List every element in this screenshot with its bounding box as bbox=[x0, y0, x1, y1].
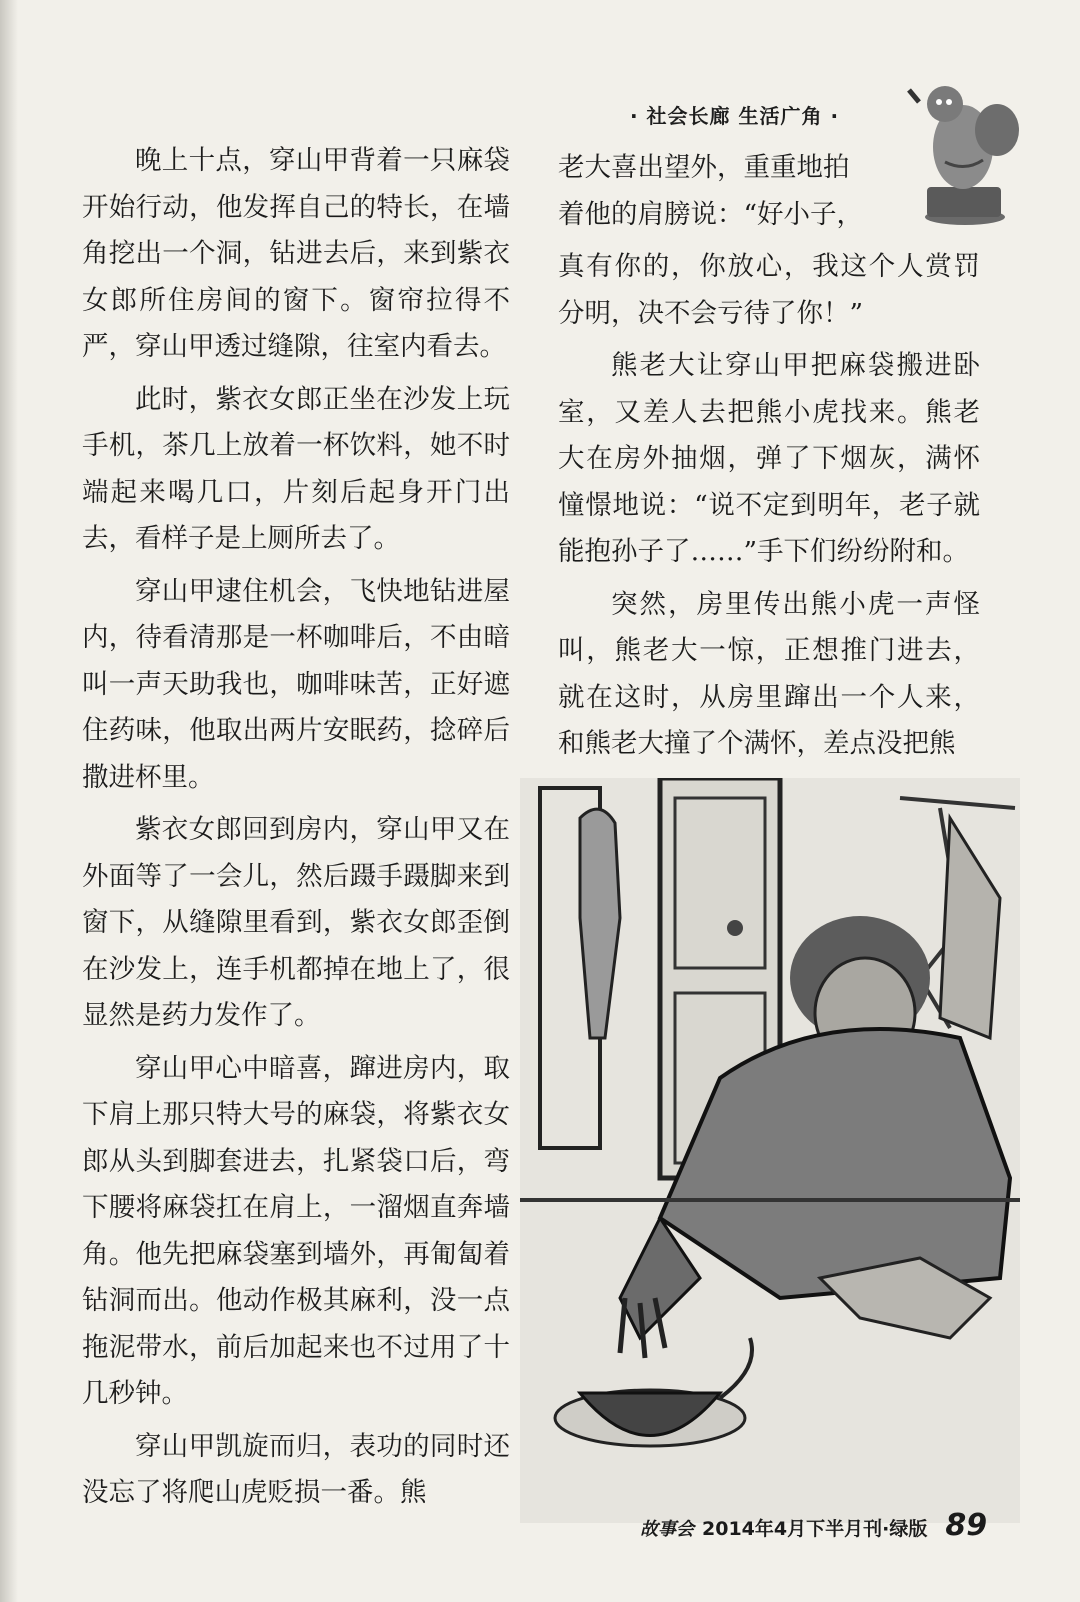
paragraph: 突然，房里传出熊小虎一声怪叫，熊老大一惊，正想推门进去，就在这时，从房里蹿出一个人来，和熊老大撞了个满怀，差点没把熊 bbox=[558, 588, 980, 759]
right-column bbox=[558, 244, 980, 774]
paragraph: 晚上十点，穿山甲背着一只麻袋开始行动，他发挥自己的特长，在墙角挖出一个洞，钻进去后，来到紫衣女郎所住房间的窗下。窗帘拉得不严，穿山甲透过缝隙，往室内看去。 bbox=[82, 145, 510, 362]
paragraph: 真有你的，你放心，我这个人赏罚分明，决不会亏待了你！” bbox=[558, 251, 980, 329]
magazine-brand: 故事会 bbox=[640, 1519, 694, 1540]
paragraph: 此时，紫衣女郎正坐在沙发上玩手机，茶几上放着一杯饮料，她不时端起来喝几口，片刻后起身开门出去，看样子是上厕所去了。 bbox=[82, 383, 510, 554]
paragraph: 熊老大让穿山甲把麻袋搬进卧室，又差人去把熊小虎找来。熊老大在房外抽烟，弹了下烟灰，满怀憧憬地说：“说不定到明年，老子就能抱孙子了……”手下们纷纷附和。 bbox=[558, 350, 980, 567]
page-footer bbox=[640, 1508, 987, 1543]
binding-shadow bbox=[0, 0, 18, 1602]
paragraph: 紫衣女郎回到房内，穿山甲又在外面等了一会儿，然后蹑手蹑脚来到窗下，从缝隙里看到，紫衣女郎歪倒在沙发上，连手机都掉在地上了，很显然是药力发作了。 bbox=[82, 814, 510, 1031]
paragraph: 穿山甲凯旋而归，表功的同时还没忘了将爬山虎贬损一番。熊 bbox=[82, 1430, 510, 1508]
paragraph: 穿山甲心中暗喜，蹿进房内，取下肩上那只特大号的麻袋，将紫衣女郎从头到脚套进去，扎紧袋口后，弯下腰将麻袋扛在肩上，一溜烟直奔墙角。他先把麻袋塞到墙外，再匍匐着钻洞而出。他动作极其麻利，没一点拖泥带水，前后加起来也不过用了十几秒钟。 bbox=[82, 1052, 510, 1409]
left-column bbox=[82, 138, 510, 1523]
text-line: 着他的肩膀说：“好小子， bbox=[558, 198, 864, 230]
page-number: 89 bbox=[945, 1508, 988, 1543]
text-line: 老大喜出望外，重重地拍 bbox=[558, 152, 850, 183]
story-illustration bbox=[520, 778, 1020, 1523]
mascot-illustration bbox=[905, 72, 1025, 232]
section-header: · 社会长廊 生活广角 · bbox=[630, 104, 840, 128]
right-column-wrap-lines bbox=[558, 145, 863, 238]
issue-info: 2014年4月下半月刊·绿版 bbox=[702, 1518, 928, 1540]
paragraph: 穿山甲逮住机会，飞快地钻进屋内，待看清那是一杯咖啡后，不由暗叫一声天助我也，咖啡味苦，正好遮住药味，他取出两片安眠药，捻碎后撒进杯里。 bbox=[82, 575, 510, 793]
